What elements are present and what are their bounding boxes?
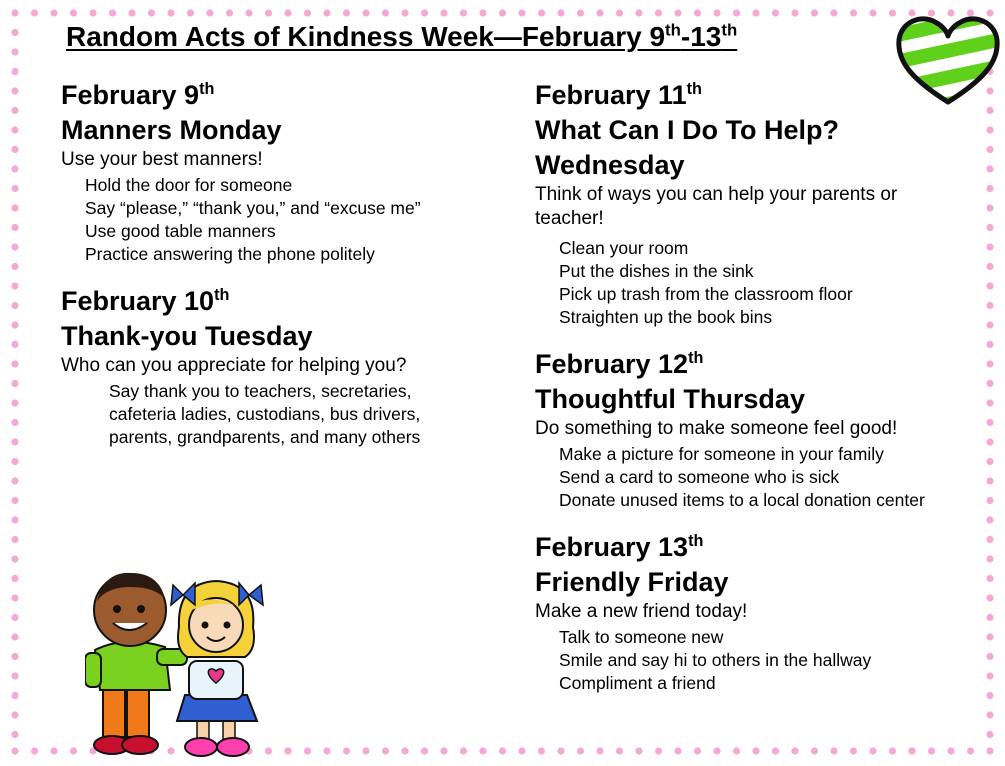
list-item: Say “please,” “thank you,” and “excuse me” xyxy=(85,198,421,218)
border-dot xyxy=(284,747,291,754)
border-dot xyxy=(11,107,18,114)
border-dot xyxy=(986,302,993,309)
border-dot xyxy=(50,9,57,16)
list-item: Pick up trash from the classroom floor xyxy=(559,284,853,304)
border-dot xyxy=(11,341,18,348)
border-dot xyxy=(11,9,18,16)
border-dot xyxy=(986,633,993,640)
list-item: Compliment a friend xyxy=(559,673,716,693)
border-dot xyxy=(11,555,18,562)
border-dot xyxy=(733,747,740,754)
border-dot xyxy=(986,321,993,328)
border-dot xyxy=(538,747,545,754)
border-dot xyxy=(11,29,18,36)
acts-list xyxy=(61,380,479,449)
border-dot xyxy=(986,243,993,250)
border-dot xyxy=(479,9,486,16)
border-dot xyxy=(31,747,38,754)
border-dot xyxy=(908,747,915,754)
day-section xyxy=(61,284,501,449)
border-dot xyxy=(11,282,18,289)
border-dot xyxy=(986,458,993,465)
border-dot xyxy=(850,747,857,754)
list-item: Smile and say hi to others in the hallway xyxy=(559,650,872,670)
list-item: Make a picture for someone in your family xyxy=(559,444,884,464)
left-column xyxy=(61,78,501,467)
border-dot xyxy=(11,438,18,445)
border-dot xyxy=(869,747,876,754)
border-dot xyxy=(421,9,428,16)
border-dot xyxy=(11,360,18,367)
border-dot xyxy=(947,747,954,754)
border-dot xyxy=(986,711,993,718)
border-dot xyxy=(635,9,642,16)
day-theme: Manners Monday xyxy=(61,115,282,145)
day-section xyxy=(535,347,985,512)
border-dot xyxy=(850,9,857,16)
day-intro: Who can you appreciate for helping you? xyxy=(61,355,407,376)
day-date: February 10th xyxy=(61,286,230,316)
border-dot xyxy=(928,747,935,754)
border-dot xyxy=(11,204,18,211)
border-dot xyxy=(655,9,662,16)
border-dot xyxy=(460,747,467,754)
page-title: Random Acts of Kindness Week—February 9th-13th xyxy=(66,20,738,52)
border-dot xyxy=(11,672,18,679)
border-dot xyxy=(713,747,720,754)
border-dot xyxy=(889,747,896,754)
border-dot xyxy=(557,9,564,16)
border-dot xyxy=(11,575,18,582)
border-dot xyxy=(830,747,837,754)
border-dot xyxy=(596,747,603,754)
border-dot xyxy=(11,633,18,640)
border-dot xyxy=(11,399,18,406)
border-dot xyxy=(616,747,623,754)
border-dot xyxy=(986,204,993,211)
border-dot xyxy=(577,9,584,16)
day-section xyxy=(535,78,985,329)
border-dot xyxy=(986,165,993,172)
border-dot xyxy=(382,9,389,16)
border-dot xyxy=(11,224,18,231)
border-dot xyxy=(791,747,798,754)
border-dot xyxy=(128,9,135,16)
border-dot xyxy=(11,731,18,738)
day-intro: Use your best manners! xyxy=(61,149,263,170)
border-dot xyxy=(986,380,993,387)
border-dot xyxy=(811,9,818,16)
border-dot xyxy=(401,9,408,16)
border-dot xyxy=(323,747,330,754)
border-dot xyxy=(986,536,993,543)
list-item: Talk to someone new xyxy=(559,627,724,647)
border-dot xyxy=(967,747,974,754)
border-dot xyxy=(11,185,18,192)
border-dot xyxy=(986,185,993,192)
border-dot xyxy=(11,48,18,55)
border-dot xyxy=(11,711,18,718)
border-dot xyxy=(986,497,993,504)
border-dot xyxy=(791,9,798,16)
border-dot xyxy=(986,126,993,133)
border-dot xyxy=(986,399,993,406)
border-dot xyxy=(11,321,18,328)
border-dot xyxy=(50,747,57,754)
border-dot xyxy=(635,747,642,754)
border-dot xyxy=(323,9,330,16)
border-dot xyxy=(11,419,18,426)
border-dot xyxy=(206,9,213,16)
border-dot xyxy=(830,9,837,16)
border-dot xyxy=(343,747,350,754)
border-dot xyxy=(518,9,525,16)
border-dot xyxy=(11,653,18,660)
border-dot xyxy=(557,747,564,754)
border-dot xyxy=(11,380,18,387)
border-dot xyxy=(11,614,18,621)
day-intro: Do something to make someone feel good! xyxy=(535,418,898,439)
border-dot xyxy=(421,747,428,754)
border-dot xyxy=(362,747,369,754)
border-dot xyxy=(986,747,993,754)
border-dot xyxy=(655,747,662,754)
acts-list xyxy=(535,237,985,329)
border-dot xyxy=(11,243,18,250)
border-dot xyxy=(109,9,116,16)
border-dot xyxy=(11,458,18,465)
border-dot xyxy=(713,9,720,16)
list-item: Donate unused items to a local donation center xyxy=(559,490,925,510)
list-item: Straighten up the book bins xyxy=(559,307,773,327)
border-dot xyxy=(986,594,993,601)
border-dot xyxy=(733,9,740,16)
border-dot xyxy=(265,9,272,16)
border-dot xyxy=(70,9,77,16)
border-dot xyxy=(986,653,993,660)
border-dot xyxy=(460,9,467,16)
border-dot xyxy=(226,9,233,16)
day-theme: Friendly Friday xyxy=(535,567,729,597)
border-dot xyxy=(499,747,506,754)
border-dot xyxy=(986,263,993,270)
border-dot xyxy=(499,9,506,16)
day-intro: Make a new friend today! xyxy=(535,601,748,622)
border-dot xyxy=(304,747,311,754)
border-dot xyxy=(11,302,18,309)
border-dot xyxy=(11,747,18,754)
border-dot xyxy=(986,575,993,582)
border-dot xyxy=(986,516,993,523)
border-dot xyxy=(11,497,18,504)
border-dot xyxy=(986,477,993,484)
border-dot xyxy=(596,9,603,16)
border-dot xyxy=(11,692,18,699)
border-dot xyxy=(869,9,876,16)
border-dot xyxy=(752,747,759,754)
border-dot xyxy=(11,87,18,94)
border-dot xyxy=(70,747,77,754)
day-section xyxy=(535,530,985,695)
border-dot xyxy=(89,9,96,16)
border-dot xyxy=(986,146,993,153)
border-dot xyxy=(674,747,681,754)
border-dot xyxy=(538,9,545,16)
girl-figure xyxy=(171,581,263,756)
border-dot xyxy=(986,419,993,426)
border-dot xyxy=(752,9,759,16)
border-dot xyxy=(245,9,252,16)
border-dot xyxy=(11,165,18,172)
border-dot xyxy=(382,747,389,754)
border-dot xyxy=(986,360,993,367)
list-item: Put the dishes in the sink xyxy=(559,261,754,281)
kids-clipart xyxy=(85,565,270,760)
border-dot xyxy=(772,747,779,754)
border-dot xyxy=(986,614,993,621)
day-theme: What Can I Do To Help? Wednesday xyxy=(535,115,839,180)
border-dot xyxy=(694,747,701,754)
list-item: Say thank you to teachers, secretaries, cafeteria ladies, custodians, bus drivers, parents, grandparents, and many others xyxy=(109,381,421,447)
border-dot xyxy=(811,747,818,754)
border-dot xyxy=(167,9,174,16)
border-dot xyxy=(284,9,291,16)
border-dot xyxy=(31,9,38,16)
day-intro: Think of ways you can help your parents or teacher! xyxy=(535,184,898,229)
border-dot xyxy=(148,9,155,16)
day-date: February 9th xyxy=(61,80,215,110)
border-dot xyxy=(11,146,18,153)
day-date: February 11th xyxy=(535,80,702,110)
list-item: Use good table manners xyxy=(85,221,276,241)
border-dot xyxy=(986,282,993,289)
list-item: Practice answering the phone politely xyxy=(85,244,375,264)
border-dot xyxy=(304,9,311,16)
border-dot xyxy=(440,9,447,16)
acts-list xyxy=(535,626,985,695)
acts-list xyxy=(61,174,501,266)
border-dot xyxy=(772,9,779,16)
border-dot xyxy=(694,9,701,16)
border-dot xyxy=(11,516,18,523)
border-dot xyxy=(11,477,18,484)
border-dot xyxy=(401,747,408,754)
day-section xyxy=(61,78,501,266)
day-date: February 12th xyxy=(535,349,704,379)
border-dot xyxy=(986,438,993,445)
border-dot xyxy=(11,536,18,543)
border-dot xyxy=(986,555,993,562)
border-dot xyxy=(986,224,993,231)
day-date: February 13th xyxy=(535,532,704,562)
border-dot xyxy=(11,594,18,601)
border-dot xyxy=(577,747,584,754)
day-theme: Thoughtful Thursday xyxy=(535,384,805,414)
border-dot xyxy=(986,692,993,699)
border-dot xyxy=(479,747,486,754)
list-item: Send a card to someone who is sick xyxy=(559,467,840,487)
border-dot xyxy=(986,672,993,679)
border-dot xyxy=(440,747,447,754)
border-dot xyxy=(674,9,681,16)
border-dot xyxy=(343,9,350,16)
border-dot xyxy=(11,68,18,75)
border-dot xyxy=(187,9,194,16)
list-item: Clean your room xyxy=(559,238,689,258)
border-dot xyxy=(616,9,623,16)
border-dot xyxy=(11,126,18,133)
day-theme: Thank-you Tuesday xyxy=(61,321,313,351)
border-dot xyxy=(11,263,18,270)
border-dot xyxy=(986,731,993,738)
border-dot xyxy=(518,747,525,754)
list-item: Hold the door for someone xyxy=(85,175,293,195)
right-column xyxy=(535,78,985,713)
acts-list xyxy=(535,443,985,512)
border-dot xyxy=(986,341,993,348)
border-dot xyxy=(362,9,369,16)
